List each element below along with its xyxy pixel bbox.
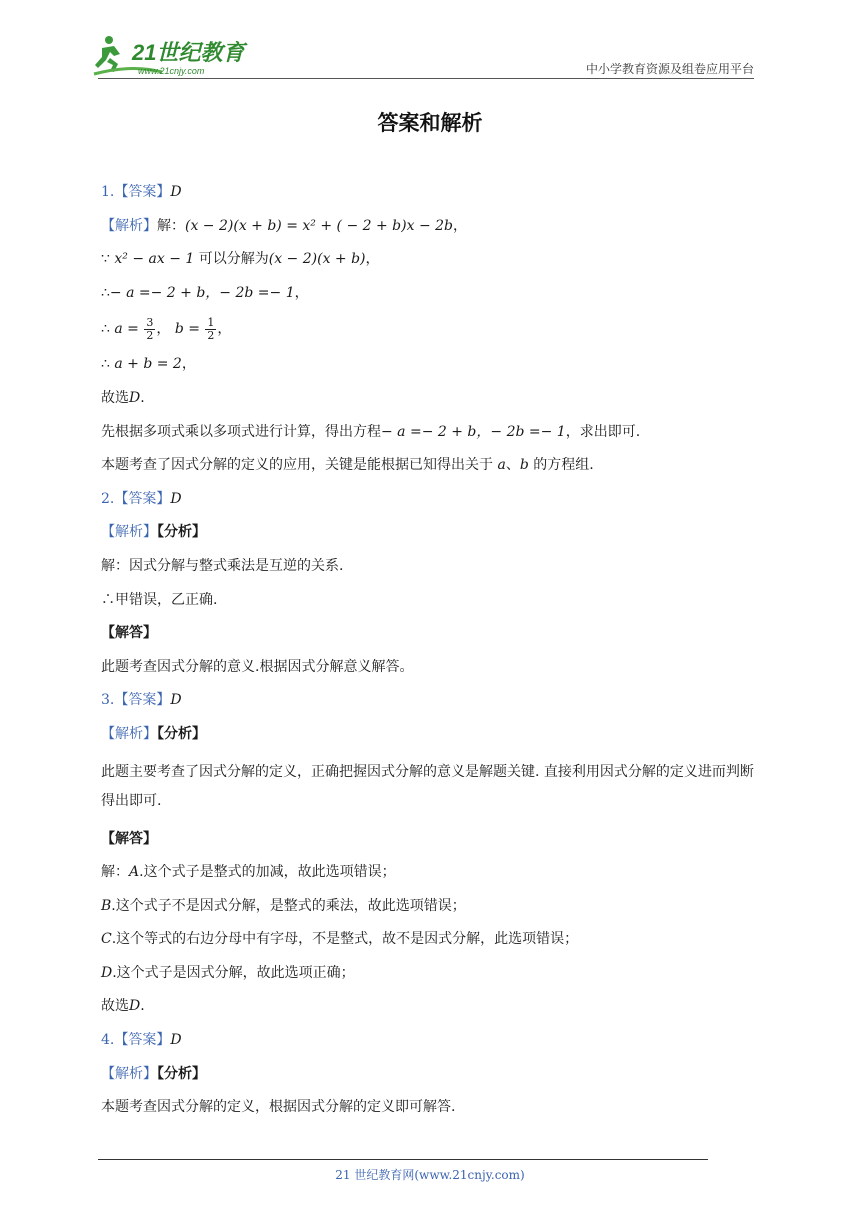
text: 故选 — [101, 998, 129, 1015]
q3-answer — [101, 690, 761, 724]
q1-analysis-line — [101, 216, 761, 250]
footer-link[interactable]: 21 世纪教育网(www.21cnjy.com) — [335, 1168, 525, 1182]
var-b: b — [174, 321, 184, 338]
q2-line-2: ∴甲错误，乙正确. — [101, 591, 218, 608]
text: ，求出即可. — [565, 423, 641, 440]
platform-name: 中小学教育资源及组卷应用平台 — [585, 62, 754, 76]
text: 的方程组. — [533, 457, 594, 474]
equals: = — [183, 321, 205, 338]
answer-tag: 【答案】 — [114, 692, 171, 709]
denominator: 2 — [146, 328, 154, 342]
q3-answer-value: D — [170, 692, 182, 709]
fenxi-tag: 【分析】 — [157, 725, 206, 742]
q3-choice — [101, 996, 761, 1030]
option-letter: C — [101, 931, 112, 948]
text: .这个等式的右边分母中有字母，不是整式，故不是因式分解，此选项错误； — [111, 931, 579, 948]
analysis-tag: 【解析】 — [101, 524, 157, 541]
text: ， — [294, 284, 309, 301]
text: 、 — [505, 457, 520, 474]
text: ， — [365, 251, 380, 268]
q2-line-3: 此题考查因式分解的意义.根据因式分解意义解答。 — [101, 658, 414, 675]
var-a: a — [497, 457, 506, 474]
text: .这个式子是整式的加减，故此选项错误； — [139, 864, 396, 881]
because-symbol: ∵ — [101, 251, 110, 268]
q4-line-1: 本题考查因式分解的定义，根据因式分解的定义即可解答. — [101, 1099, 456, 1116]
q1-choice — [101, 388, 761, 422]
q2-line-1: 解：因式分解与整式乘法是互逆的关系. — [101, 557, 344, 574]
text: 先根据多项式乘以多项式进行计算，得出方程 — [101, 423, 381, 440]
formula: a + b = 2 — [114, 356, 182, 373]
q3-option-b — [101, 896, 761, 930]
q3-paragraph: 此题主要考查了因式分解的定义，正确把握因式分解的意义是解题关键. 直接利用因式分解的定义进而判断得出即可. — [101, 763, 754, 809]
footer-divider — [98, 1159, 708, 1160]
q3-option-d — [101, 963, 761, 997]
q1-step-5 — [101, 354, 761, 388]
numerator: 3 — [146, 315, 154, 329]
q1-method — [101, 422, 761, 456]
analysis-tag: 【解析】 — [101, 217, 157, 234]
analysis-tag: 【解析】 — [101, 1065, 157, 1082]
svg-text:www.21cnjy.com: www.21cnjy.com — [138, 66, 205, 76]
q3-analysis-header — [101, 724, 761, 758]
text: .这个式子不是因式分解，是整式的乘法，故此选项错误； — [111, 897, 466, 914]
q3-jieda-tag: 【解答】 — [101, 830, 157, 847]
text: 本题考查了因式分解的定义的应用，关键是能根据已知得出关于 — [101, 457, 493, 474]
q4-analysis-header — [101, 1064, 761, 1098]
q2-jieda-tag: 【解答】 — [101, 625, 157, 642]
analysis-tag: 【解析】 — [101, 725, 157, 742]
var-a: a — [114, 321, 123, 338]
answer-tag: 【答案】 — [114, 184, 171, 200]
text: ， — [217, 321, 232, 338]
q2-answer — [101, 489, 761, 523]
answer-tag: 【答案】 — [114, 1032, 171, 1049]
svg-text:21世纪教育: 21世纪教育 — [132, 40, 245, 65]
answer-tag: 【答案】 — [114, 490, 171, 507]
q1-step-2 — [101, 249, 761, 283]
21cnjy-logo-icon — [92, 34, 262, 78]
answer-content — [101, 182, 761, 1131]
equals: = — [122, 321, 144, 338]
formula: − a =− 2 + b，− 2b =− 1 — [109, 284, 295, 301]
text: 解： — [157, 217, 185, 234]
option-letter: B — [101, 897, 112, 914]
formula: (x − 2)(x + b) — [268, 251, 366, 268]
fraction-one-half — [205, 317, 216, 342]
text: . — [140, 998, 145, 1015]
therefore-symbol: ∴ — [101, 356, 115, 373]
therefore-symbol: ∴ — [101, 284, 110, 301]
text: ， — [453, 217, 467, 234]
separator: ， — [156, 321, 171, 338]
text: ， — [181, 356, 196, 373]
page-title: 答案和解析 — [377, 111, 483, 135]
fenxi-tag: 【分析】 — [157, 1065, 206, 1082]
text: . — [140, 389, 145, 406]
q3-number: 3. — [101, 692, 115, 709]
q3-option-a — [101, 862, 761, 896]
option-letter: D — [101, 964, 113, 981]
formula: − a =− 2 + b，− 2b =− 1 — [381, 423, 566, 440]
text: 解： — [101, 864, 129, 881]
text: .这个式子是因式分解，故此选项正确； — [112, 964, 355, 981]
fenxi-tag: 【分析】 — [157, 524, 206, 541]
formula: x² − ax − 1 — [114, 251, 195, 268]
formula: (x − 2)(x + b) = x² + ( − 2 + b)x − 2b — [185, 217, 453, 234]
page-header — [0, 0, 860, 90]
therefore-symbol: ∴ — [101, 321, 115, 338]
q1-number: 1. — [101, 184, 115, 200]
text: 可以分解为 — [198, 251, 269, 268]
q2-answer-value: D — [170, 490, 182, 507]
choice-letter: D — [129, 389, 141, 406]
q4-answer-value: D — [170, 1032, 182, 1049]
var-b: b — [519, 457, 529, 474]
option-letter: A — [129, 864, 140, 881]
q1-summary — [101, 455, 761, 489]
q2-analysis-header — [101, 522, 761, 556]
q2-number: 2. — [101, 490, 115, 507]
denominator: 2 — [207, 328, 215, 342]
q1-answer — [101, 182, 761, 216]
header-divider — [98, 78, 754, 79]
fraction-three-halves — [144, 317, 155, 342]
q3-option-c — [101, 929, 761, 963]
q1-answer-value: D — [170, 184, 182, 200]
q1-step-3 — [101, 283, 761, 317]
q1-step-4 — [101, 316, 761, 354]
text: 故选 — [101, 389, 129, 406]
q4-number: 4. — [101, 1032, 115, 1049]
choice-letter: D — [129, 998, 141, 1015]
q4-answer — [101, 1030, 761, 1064]
numerator: 1 — [207, 315, 215, 329]
